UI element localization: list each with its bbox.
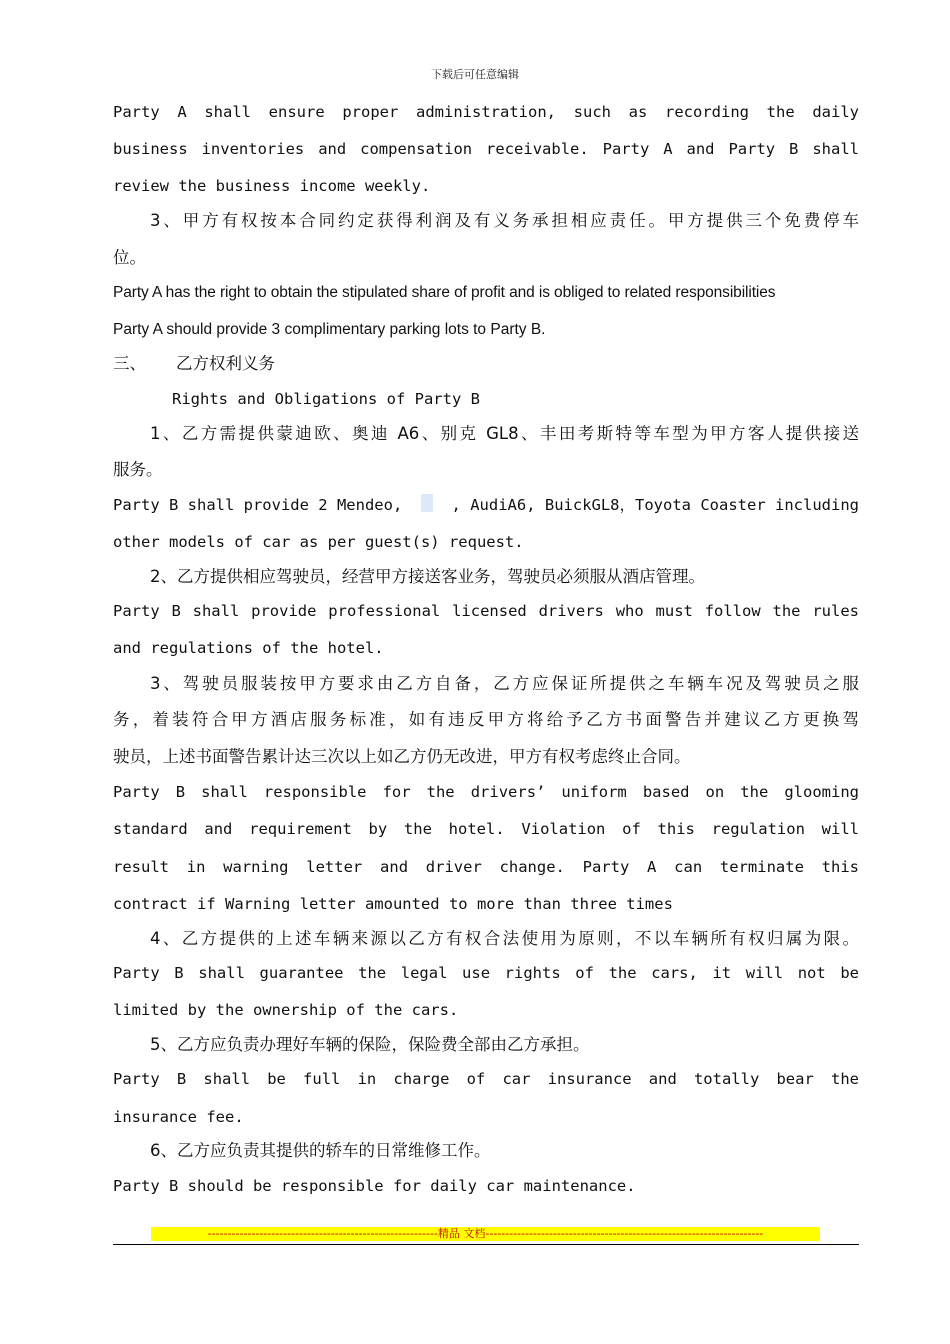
clause-line: 3、甲方有权按本合同约定获得利润及有义务承担相应责任。甲方提供三个免费停车 [150, 211, 859, 230]
footer-banner: ----------------------------------------------------------精品 文档---------------------------------------------------------------------- [151, 1227, 820, 1241]
section-number: 三、 [113, 354, 146, 373]
page-header: 下载后可任意编辑 [431, 68, 519, 81]
paragraph-line: standard and requirement by the hotel. Violation of this regulation will [113, 820, 859, 838]
paragraph-line: Party B shall provide professional licensed drivers who must follow the rules [113, 602, 859, 620]
clause-line: 2、乙方提供相应驾驶员，经营甲方接送客业务，驾驶员必须服从酒店管理。 [150, 567, 705, 586]
section-title: 乙方权利义务 [176, 354, 275, 373]
clause-line: 服务。 [113, 460, 163, 479]
paragraph-line: insurance fee. [113, 1108, 244, 1126]
paragraph-line: Party B should be responsible for daily car maintenance. [113, 1177, 636, 1195]
section-heading-en: Rights and Obligations of Party B [172, 390, 480, 408]
paragraph-line: business inventories and compensation receivable. Party A and Party B shall [113, 140, 859, 158]
clause-line: 5、乙方应负责办理好车辆的保险，保险费全部由乙方承担。 [150, 1035, 590, 1054]
paragraph-line: review the business income weekly. [113, 177, 431, 195]
clause-line: 6、乙方应负责其提供的轿车的日常维修工作。 [150, 1141, 491, 1160]
footer-divider [113, 1244, 859, 1245]
paragraph-line: Party B shall responsible for the drivers’ uniform based on the glooming [113, 783, 859, 801]
line-segment: Party B shall provide 2 Mendeo, [113, 496, 403, 514]
clause-line: 4、乙方提供的上述车辆来源以乙方有权合法使用为原则，不以车辆所有权归属为限。 [150, 929, 859, 948]
clause-line: 3、驾驶员服装按甲方要求由乙方自备，乙方应保证所提供之车辆车况及驾驶员之服 [150, 674, 859, 693]
paragraph-line: Party B shall guarantee the legal use rights of the cars, it will not be [113, 964, 859, 982]
paragraph-line: Party A shall ensure proper administration, such as recording the daily [113, 103, 859, 121]
text-selection-highlight [421, 494, 433, 512]
paragraph-line: other models of car as per guest(s) request. [113, 533, 524, 551]
paragraph-line: Party A should provide 3 complimentary parking lots to Party B. [113, 321, 546, 338]
clause-line: 位。 [113, 248, 146, 267]
clause-line: 1、乙方需提供蒙迪欧、奥迪 A6、别克 GL8、丰田考斯特等车型为甲方客人提供接送 [150, 424, 859, 443]
paragraph-line: result in warning letter and driver change. Party A can terminate this [113, 858, 859, 876]
paragraph-line [113, 494, 859, 516]
line-segment: , AudiA6, BuickGL8，Toyota Coaster including [451, 496, 859, 514]
clause-line: 务，着装符合甲方酒店服务标准，如有违反甲方将给予乙方书面警告并建议乙方更换驾 [113, 710, 859, 729]
paragraph-line: Party A has the right to obtain the stipulated share of profit and is obliged to related responsibilities [113, 284, 776, 301]
paragraph-line: limited by the ownership of the cars. [113, 1001, 459, 1019]
clause-line: 驶员，上述书面警告累计达三次以上如乙方仍无改进，甲方有权考虑终止合同。 [113, 747, 691, 766]
section-heading [113, 353, 859, 375]
paragraph-line: Party B shall be full in charge of car insurance and totally bear the [113, 1070, 859, 1088]
paragraph-line: contract if Warning letter amounted to more than three times [113, 895, 673, 913]
paragraph-line: and regulations of the hotel. [113, 639, 384, 657]
